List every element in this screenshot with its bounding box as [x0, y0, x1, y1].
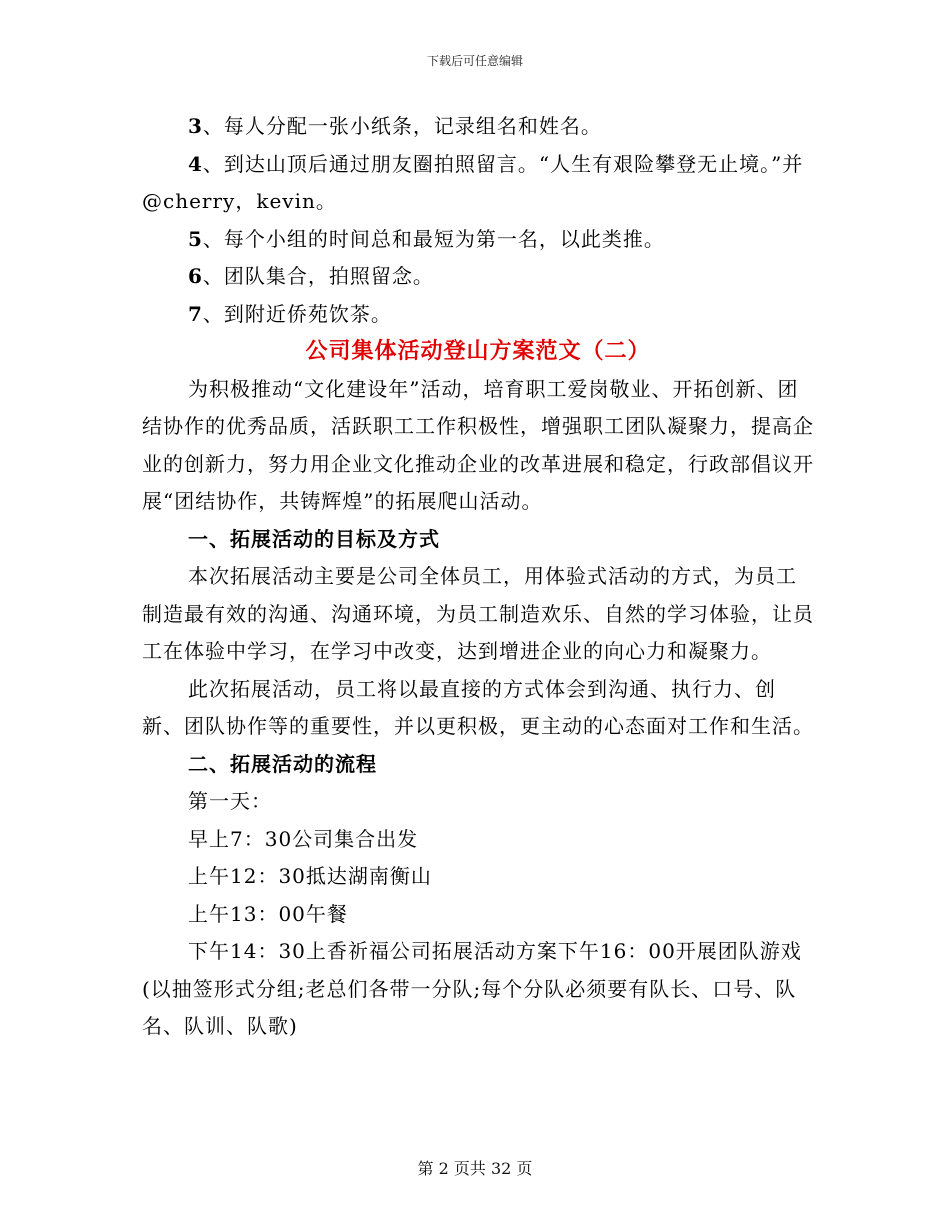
list-number: 6: [188, 264, 203, 288]
list-text: 、团队集合，拍照留念。: [202, 264, 434, 288]
list-item: [142, 258, 814, 296]
schedule-item: 早上7：30公司集合出发: [188, 826, 419, 851]
list-text: 、到达山顶后通过朋友圈拍照留言。“人生有艰险攀登无止境。”并@cherry，kevin。: [142, 151, 804, 213]
document-body: [142, 108, 814, 1046]
list-item: [142, 108, 814, 146]
page-footer: 第 2 页共 32 页: [417, 1159, 533, 1178]
list-number: 3: [188, 114, 203, 138]
schedule-day: 第一天：: [188, 789, 272, 813]
schedule-item: 下午14：30上香祈福公司拓展活动方案下午16：00开展团队游戏(以抽签形式分组;老总们各带一分队;每个分队必须要有队长、口号、队名、队训、队歌): [142, 939, 802, 1038]
list-number: 4: [188, 151, 203, 176]
list-text: 、每人分配一张小纸条，记录组名和姓名。: [202, 114, 602, 138]
schedule-item: 上午12：30抵达湖南衡山: [188, 864, 432, 888]
list-item: [142, 146, 814, 221]
list-text: 、每个小组的时间总和最短为第一名，以此类推。: [202, 226, 665, 251]
section1-paragraph: 本次拓展活动主要是公司全体员工，用体验式活动的方式，为员工制造最有效的沟通、沟通环境，为员工制造欢乐、自然的学习体验，让员工在体验中学习，在学习中改变，达到增进企业的向心力和凝聚力。: [142, 564, 814, 663]
section2-heading: 二、拓展活动的流程: [188, 751, 377, 776]
section1-heading: 一、拓展活动的目标及方式: [188, 526, 440, 551]
intro-paragraph: 为积极推动“文化建设年”活动，培育职工爱岗敬业、开拓创新、团结协作的优秀品质，活跃职工工作积极性，增强职工团队凝聚力，提高企业的创新力，努力用企业文化推动企业的改革进展和稳定，行政部倡议开展“团结协作，共铸辉煌”的拓展爬山活动。: [142, 376, 814, 513]
schedule-item: 上午13：00午餐: [188, 901, 348, 926]
list-number: 7: [188, 301, 203, 326]
section1-paragraph: 此次拓展活动，员工将以最直接的方式体会到沟通、执行力、创新、团队协作等的重要性，并以更积极，更主动的心态面对工作和生活。: [142, 676, 814, 738]
page-header: 下载后可任意编辑: [426, 54, 523, 68]
list-text: 、到附近侨苑饮茶。: [202, 301, 392, 326]
list-number: 5: [188, 226, 203, 251]
list-item: [142, 221, 814, 259]
list-item: [142, 296, 814, 334]
document-title: 公司集体活动登山方案范文（二）: [305, 338, 651, 364]
